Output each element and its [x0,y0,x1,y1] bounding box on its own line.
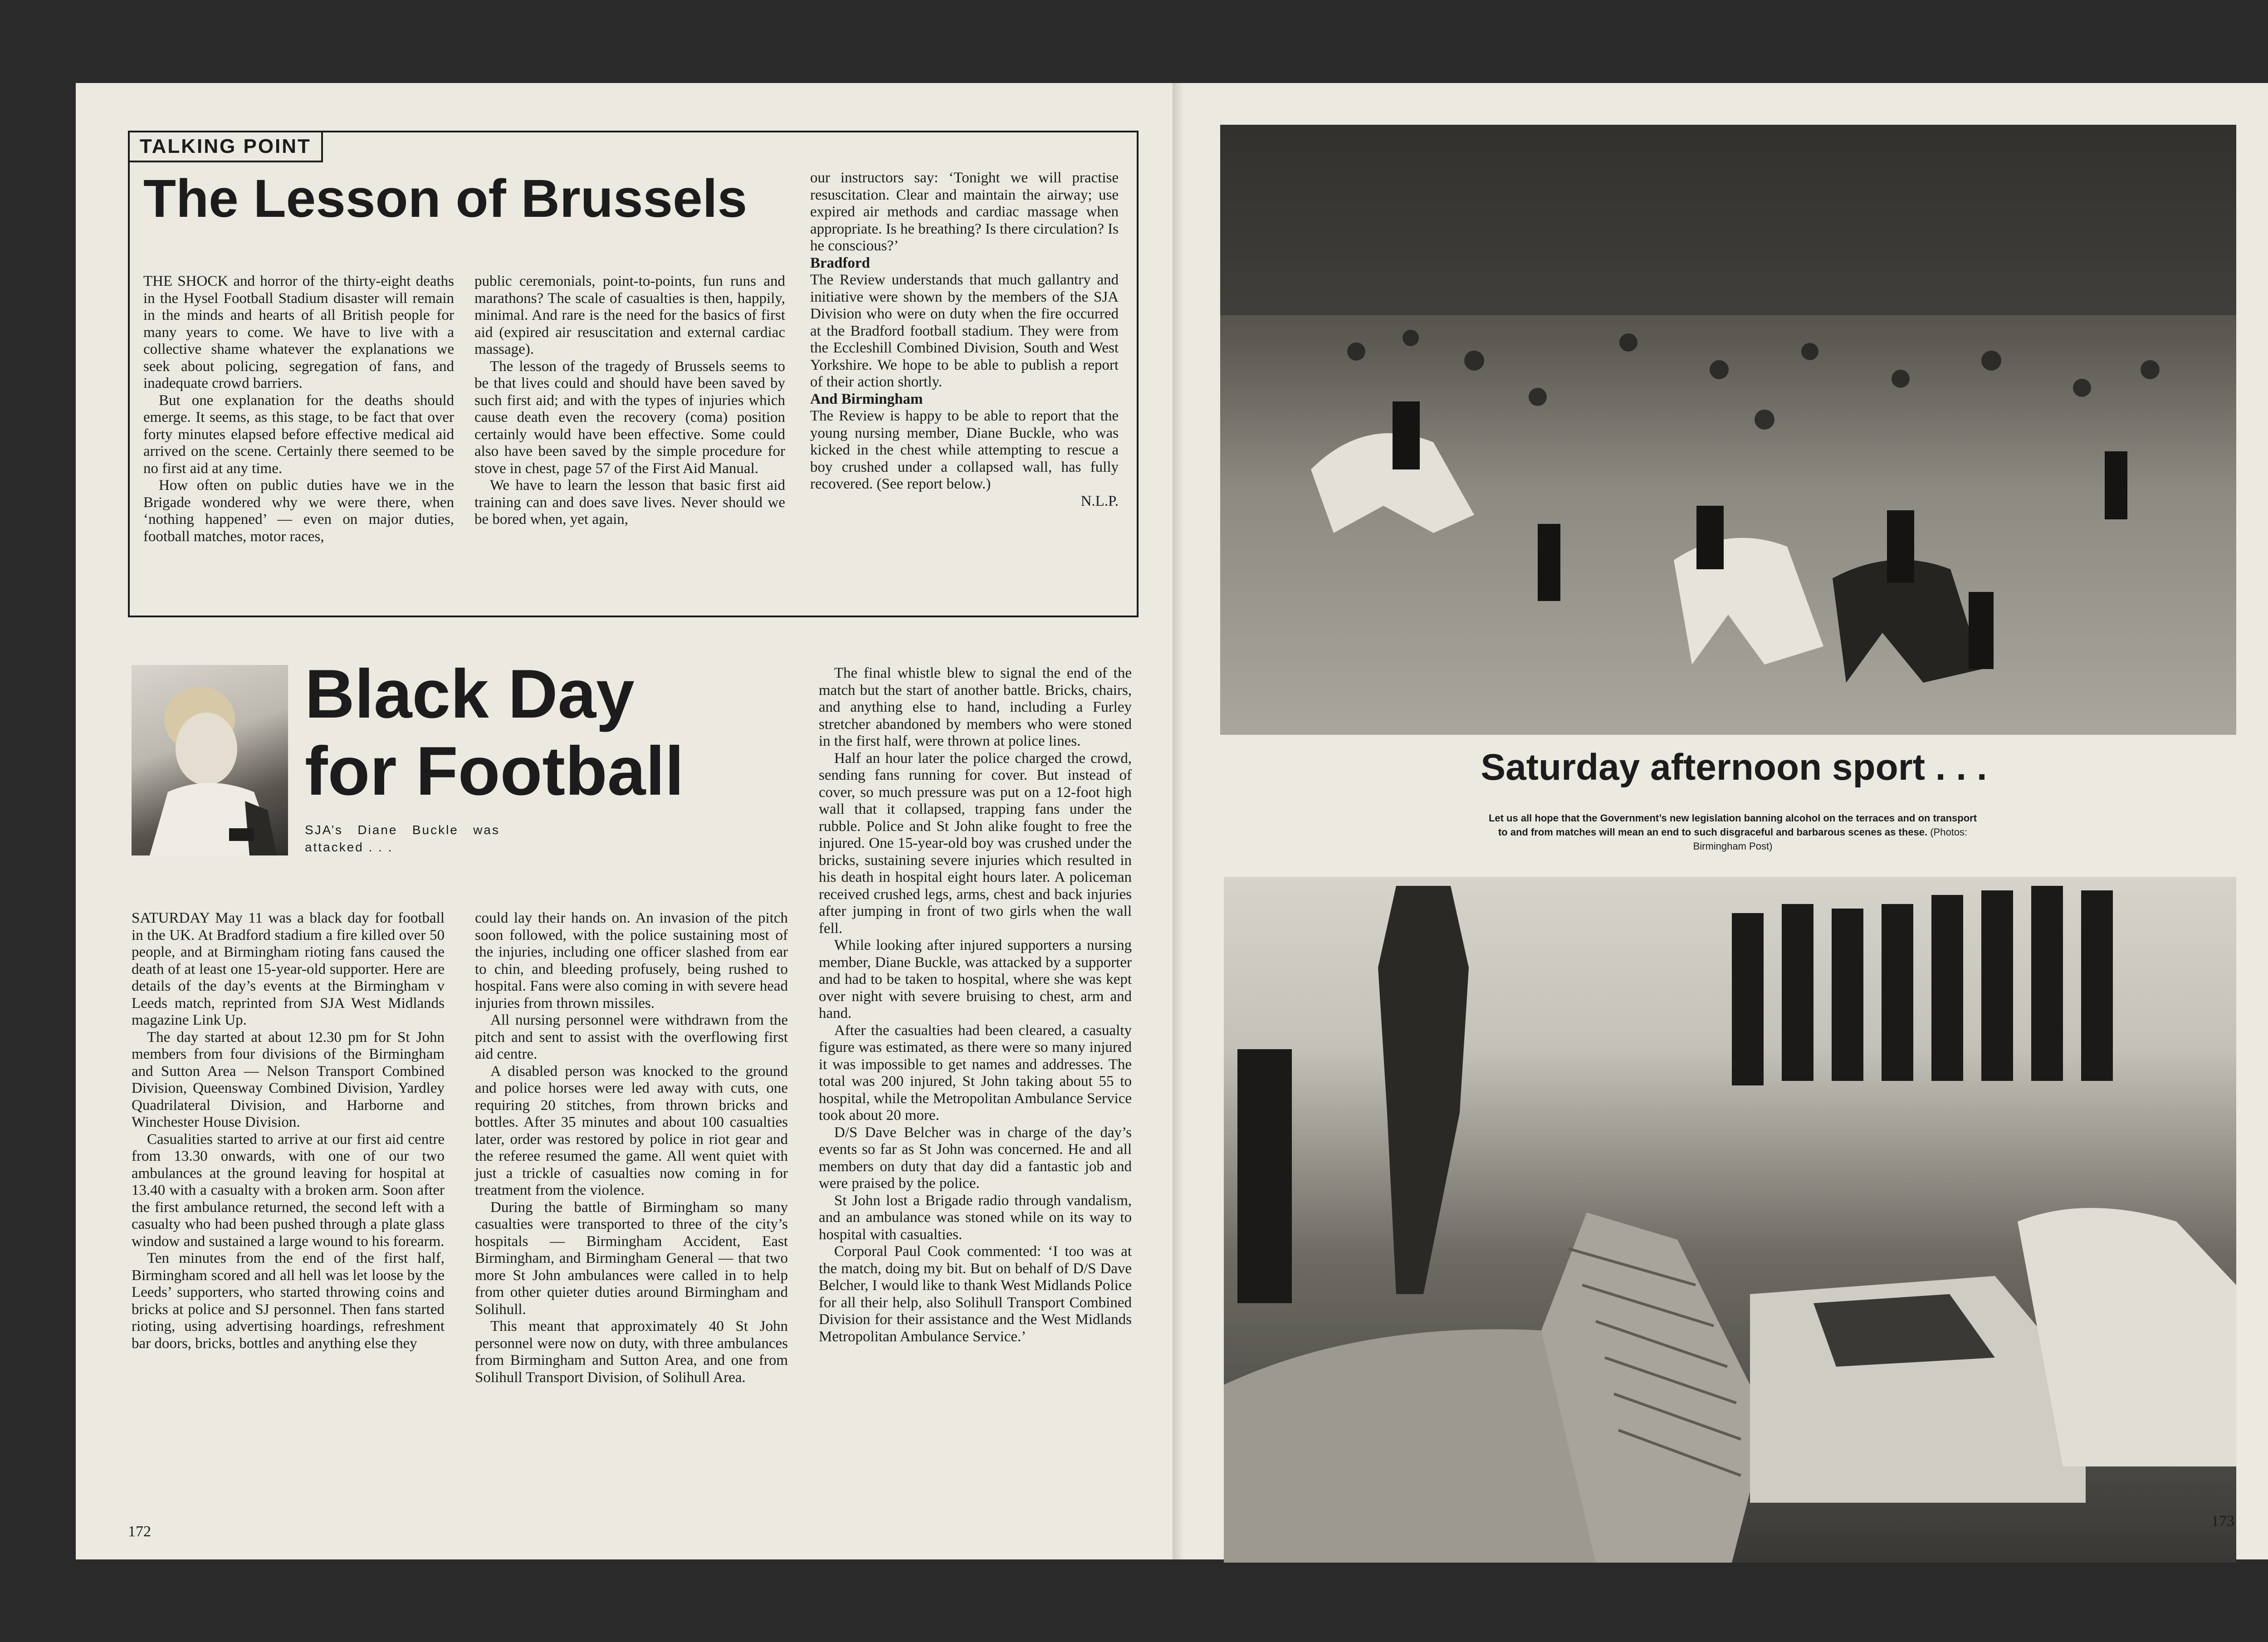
bd-col3-p2: Half an hour later the police charged the crowd, sending fans running for cover. But instead of cover, so much pressure was put on a 12-foot high wall that it collapsed, trapping fans under the rubble. Police and St John alike fought to free the injured. One 15-year-old boy was crushed under the bricks, sustaining severe injuries which resulted in his death in hospital eight hours later. A policeman received crushed legs, arms, chest and back injuries after jumping in front of two girls when the wall fell. [819,750,1132,937]
right-photo-caption [1486,811,1980,853]
tp-col1-p1: THE SHOCK and horror of the thirty-eight deaths in the Hysel Football Stadium disaster will remain in the minds and hearts of all British people for many years to come. We have to live with a collective shame whatever the explanations we seek about policing, segregation of fans, and inadequate crowd barriers. [143,273,454,391]
left-page [76,83,1173,1559]
collapsed-wall-photo [1224,877,2236,1563]
tp-col3-intro: our instructors say: ‘Tonight we will practise resuscitation. Clear and maintain the airway; use expired air methods and cardiac massage when appropriate. Is he breathing? Is there circulation? Is he conscious?’ [810,170,1119,254]
bd-col3-p3: While looking after injured supporters a nursing member, Diane Buckle, was attacked by a supporter and had to be taken to hospital, where she was kept over night with severe bruising to chest, arm and hand. [819,937,1132,1021]
bd-col2-p1: could lay their hands on. An invasion of the pitch soon followed, with the police sustaining most of the injuries, including one officer slashed from ear to chin, and bleeding profusely, being rushed to hospital. Fans were also coming in with severe head injuries from thrown missiles. [475,910,788,1012]
diane-photo-caption: SJA’s Diane Buckle was attacked . . . [305,823,500,854]
bd-col3-p4: After the casualties had been cleared, a casualty figure was estimated, as there were so many injured it was impossible to get names and addresses. The total was 200 injured, St John taking about 55 to hospital, while the Metropolitan Ambulance Service took about 20 more. [819,1022,1132,1124]
bd-col1-p2: The day started at about 12.30 pm for St John members from four divisions of the Birmingham and Sutton Area — Nelson Transport Combined Division, Queensway Combined Division, Yardley Quadrilateral Division, and Harborne and Winchester House Division. [132,1029,445,1130]
talking-point-tag: TALKING POINT [128,131,323,162]
tp-col2-p3: We have to learn the lesson that basic first aid training can and does save lives. Never should we be bored when, yet again, [474,477,785,528]
talking-point-col1 [143,273,454,545]
spine-gutter [1173,83,1184,1559]
bd-col3-p7: Corporal Paul Cook commented: ‘I too was at the match, doing my bit. But on behalf of D/S Dave Belcher, I would like to thank West Midlands Police for all their help, also Solihull Transport Combined Division for their assistance and the West Midlands Metropolitan Ambulance Service.’ [819,1243,1132,1345]
tp-col2-p1: public ceremonials, point-to-points, fun runs and marathons? The scale of casualties is then, happily, minimal. And rare is the need for the basics of first aid (expired air resuscitation and external cardiac massage). [474,273,785,357]
tp-col1-p2: But one explanation for the deaths should emerge. It seems, as this stage, to be fact that over forty minutes elapsed before effective medical aid arrived on the scene. Certainly there seemed to be no first aid at any time. [143,392,454,477]
photo-credit: (Photos: Birmingham Post) [1693,826,1968,852]
right-page [1184,83,2268,1559]
bd-col2-p3: A disabled person was knocked to the ground and police horses were led away with cuts, one requiring 20 stitches, from thrown bricks and bottles. After 35 minutes and about 100 casualties later, order was restored by police in riot gear and the referee resumed the game. All went quiet with just a trickle of casualties now coming in for treatment from the violence. [475,1063,788,1198]
black-day-col3 [819,665,1132,1345]
black-day-title-line2: for Football [305,733,684,810]
bd-col2-p4: During the battle of Birmingham so many casualties were transported to three of the city’s hospitals — Birmingham Accident, East Birmingham, and Birmingham General — that two more St John ambulances were called in to help from other quieter duties around Birmingham and Solihull. [475,1199,788,1318]
diane-buckle-photo [132,665,288,855]
tp-col1-p3: How often on public duties have we in the Brigade wondered why we were there, when ‘nothing happened’ — even on major duties, football matches, motor races, [143,477,454,545]
bd-col1-p4: Ten minutes from the end of the first half, Birmingham scored and all hell was let loose by the Leeds’ supporters, who started throwing coins and bricks at police and SJ personnel. Then fans started rioting, using advertising hoardings, refreshment bar doors, bricks, bottles and anything else they [132,1250,445,1352]
tp-col3-p2: The Review is happy to be able to report that the young nursing member, Diane Buckle, who was kicked in the chest while attempting to rescue a boy crushed under a collapsed wall, has fully recovered. (See report below.) [810,408,1119,492]
page-number-left: 172 [128,1523,151,1540]
talking-point-box [128,131,1139,617]
bd-col3-p5: D/S Dave Belcher was in charge of the day’s events so far as St John was concerned. He and all members on duty that day did a fantastic job and were praised by the police. [819,1124,1132,1192]
bd-col2-p5: This meant that approximately 40 St John personnel were now on duty, with three ambulances from Birmingham and Sutton Area, and one from Solihull Transport Division, of Solihull Area. [475,1318,788,1386]
caption-main-text: Let us all hope that the Government’s new legislation banning alcohol on the terraces and on transport to and from matches will mean an end to such disgraceful and barbarous scenes as these. [1488,812,1977,838]
page-number-right: 173 [2211,1513,2234,1530]
bd-col3-p1: The final whistle blew to signal the end of the match but the start of another battle. Bricks, chairs, and anything else to hand, including a Furley stretcher abandoned by members who were stoned in the first half, were thrown at police lines. [819,665,1132,749]
talking-point-title: The Lesson of Brussels [143,169,748,229]
tp-subhead-birmingham: And Birmingham [810,391,923,407]
black-day-title [305,655,684,810]
crowd-police-photo [1220,125,2236,735]
bd-col1-p3: Casualities started to arrive at our first aid centre from 13.30 onwards, with one of our two ambulances at the ground leaving for hospital at 13.40 with a casualty with a broken arm. Soon after the first ambulance returned, the second left with a casualty who had been pushed through a plate glass window and sustained a large wound to his forearm. [132,1131,445,1250]
black-day-col2 [475,910,788,1386]
bd-col2-p2: All nursing personnel were withdrawn from the pitch and sent to assist with the overflowing first aid centre. [475,1012,788,1062]
tp-signature: N.L.P. [1080,493,1119,509]
right-headline: Saturday afternoon sport . . . [1481,747,1987,788]
talking-point-col2 [474,273,785,528]
bd-col3-p6: St John lost a Brigade radio through vandalism, and an ambulance was stoned while on its way to hospital with casualties. [819,1192,1132,1243]
tp-subhead-bradford: Bradford [810,254,870,271]
bd-col1-p1: SATURDAY May 11 was a black day for football in the UK. At Bradford stadium a fire killed over 50 people, and at Birmingham rioting fans caused the death of at least one 15-year-old supporter. Here are details of the day’s events at the Birmingham v Leeds match, reprinted from SJA West Midlands magazine Link Up. [132,910,445,1028]
black-day-col1 [132,910,445,1352]
talking-point-col3 [810,170,1119,510]
tp-col2-p2: The lesson of the tragedy of Brussels seems to be that lives could and should have been saved by such first aid; and with the types of injuries which cause death even the recovery (coma) position certainly would have been effective. Some could also have been saved by the simple procedure for stove in chest, page 57 of the First Aid Manual. [474,358,785,477]
tp-col3-p1: The Review understands that much gallantry and initiative were shown by the members of the SJA Division who were on duty when the fire occurred at the Bradford football stadium. They were from the Eccleshill Combined Division, South and West Yorkshire. We hope to be able to publish a report of their action shortly. [810,272,1119,390]
black-day-title-line1: Black Day [305,655,635,733]
